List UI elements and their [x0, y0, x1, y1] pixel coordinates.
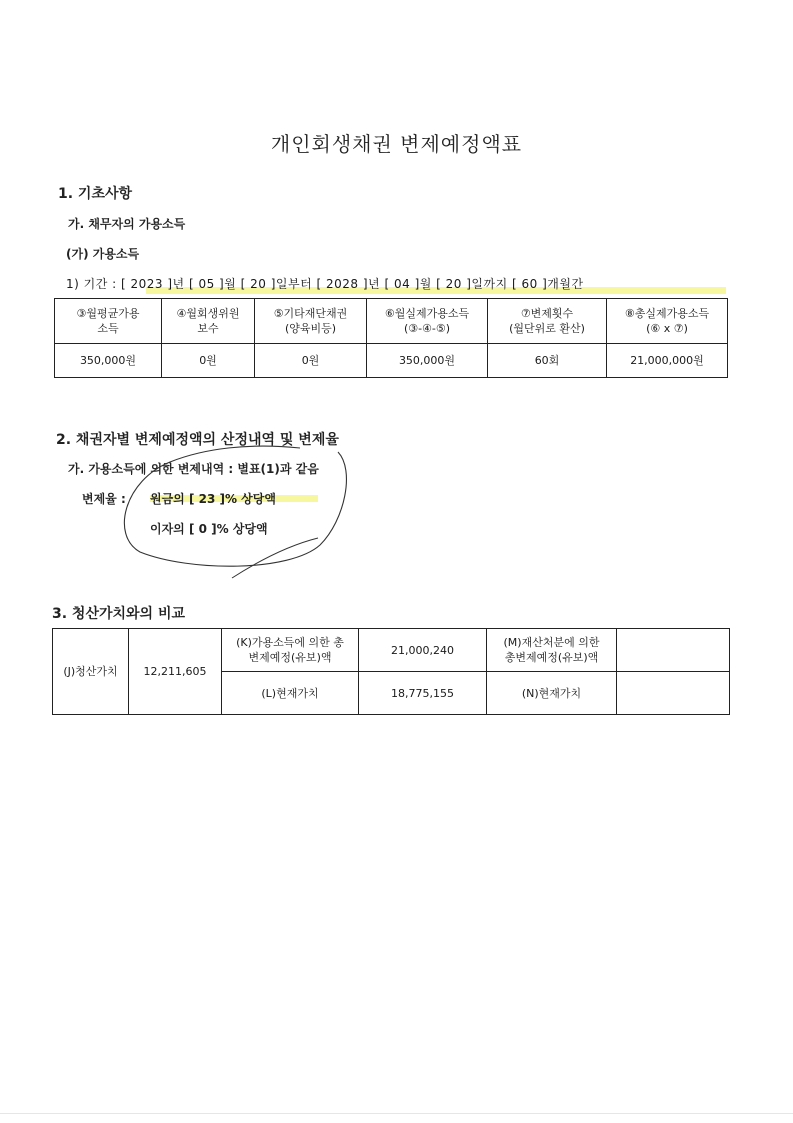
- period-start-year: 2023: [130, 277, 164, 291]
- value-cell: 350,000원: [367, 344, 488, 378]
- value-cell: 350,000원: [55, 344, 162, 378]
- value-cell: 60회: [488, 344, 607, 378]
- period-suffix: ]개월간: [537, 277, 584, 291]
- header-cell: ⑧총실제가용소득 (⑥ x ⑦): [607, 299, 728, 344]
- period-start-day: 20: [250, 277, 267, 291]
- period-end-day: 20: [445, 277, 462, 291]
- period-sep: ]일까지 [: [461, 277, 522, 291]
- k-value-cell: 21,000,240: [359, 629, 487, 672]
- period-end-month: 04: [393, 277, 411, 291]
- document-title: 개인회생채권 변제예정액표: [270, 132, 523, 156]
- period-sep: ]년 [: [163, 277, 199, 291]
- liquidation-table: [52, 628, 730, 715]
- rate-label: 변제율 :: [82, 492, 126, 506]
- page-bottom-edge: [0, 1113, 793, 1114]
- period-sep: ]일부터 [: [266, 277, 327, 291]
- principal-rate: 원금의 [ 23 ]% 상당액: [150, 492, 276, 506]
- period-end-year: 2028: [326, 277, 359, 291]
- period-sep: ]년 [: [358, 277, 394, 291]
- l-value-cell: 18,775,155: [359, 672, 487, 715]
- value-cell: 0원: [162, 344, 255, 378]
- period-start-month: 05: [198, 277, 215, 291]
- n-label-cell: (N)현재가치: [487, 672, 617, 715]
- header-cell: ④월회생위원 보수: [162, 299, 255, 344]
- section1-heading: 1. 기초사항: [58, 186, 133, 202]
- section2-sub-a: 가. 가용소득에 의한 변제내역 : 별표(1)과 같음: [68, 462, 319, 476]
- n-value-cell: [617, 672, 730, 715]
- l-label-cell: (L)현재가치: [222, 672, 359, 715]
- period-sep: ]월 [: [214, 277, 251, 291]
- period-prefix: 1) 기간 : [: [66, 277, 127, 291]
- header-cell: ⑦변제횟수 (월단위로 환산): [488, 299, 607, 344]
- section2-heading: 2. 채권자별 변제예정액의 산정내역 및 변제율: [56, 432, 339, 448]
- section3-heading: 3. 청산가치와의 비교: [52, 606, 185, 622]
- header-cell: ⑤기타재단채권 (양육비등): [255, 299, 367, 344]
- section1-sub-a: 가. 채무자의 가용소득: [68, 217, 186, 231]
- j-label-cell: (J)청산가치: [53, 629, 129, 715]
- liquidation-row-1: [53, 629, 730, 672]
- m-label-cell: (M)재산처분에 의한 총변제예정(유보)액: [487, 629, 617, 672]
- m-value-cell: [617, 629, 730, 672]
- value-cell: 0원: [255, 344, 367, 378]
- header-cell: ③월평균가용 소득: [55, 299, 162, 344]
- header-cell: ⑥월실제가용소득 (③-④-⑤): [367, 299, 488, 344]
- interest-rate: 이자의 [ 0 ]% 상당액: [150, 522, 268, 536]
- section1-sub-a1: (가) 가용소득: [66, 247, 140, 261]
- j-value-cell: 12,211,605: [129, 629, 222, 715]
- value-cell: 21,000,000원: [607, 344, 728, 378]
- period-sep: ]월 [: [410, 277, 446, 291]
- period-months: 60: [521, 277, 538, 291]
- k-label-cell: (K)가용소득에 의한 총 변제예정(유보)액: [222, 629, 359, 672]
